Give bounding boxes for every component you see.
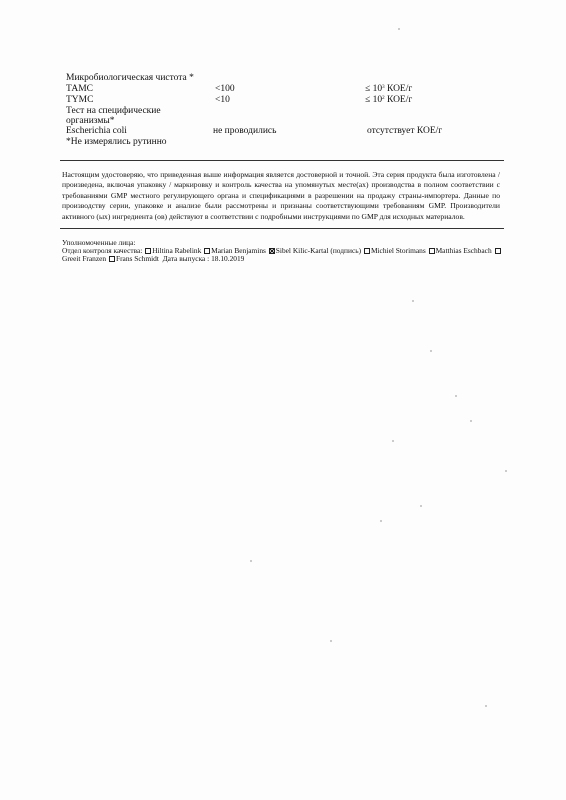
micro-row-value: <10 <box>215 95 230 105</box>
person-name: Michiel Storimans <box>370 246 426 255</box>
qc-label: Отдел контроля качества: <box>62 246 143 255</box>
person-name: Marian Benjamins <box>211 246 266 255</box>
scan-speck <box>250 560 252 562</box>
scan-speck <box>398 28 400 30</box>
micro-row-value: <100 <box>215 84 235 94</box>
top-rule <box>60 160 504 161</box>
bottom-rule <box>60 228 504 229</box>
person-name: Greeit Franzen <box>62 254 107 263</box>
micro-row-limit: ≤ $10^2$ КОЕ/г <box>365 95 413 105</box>
specific-organisms-label-cont: организмы* <box>66 116 115 126</box>
micro-row-name: ТАМС <box>66 84 93 94</box>
scan-speck <box>430 350 432 352</box>
micro-heading: Микробиологическая чистота * <box>66 73 194 83</box>
scan-speck <box>485 705 487 707</box>
declaration-text: Настоящим удостоверяю, что приведенная выше информация является достоверной и точной. Эта серия продукта была изготовлена / произведена, включая упаковку / маркировку и контроль качества на упомянутых месте(ах) производства в полном соответствии с требованиями GMP местного регулирующего органа и спецификациями в разрешении на продажу страны-импортера. Данные по производству серии, упаковке и анализе были рассмотрены и признаны соответствующими требованиям GMP. Производители активного (ых) ингредиента (ов) действуют в соответствии с подробными инструкциями по GMP для исходных материалов. <box>62 170 500 221</box>
checkbox-person-checked <box>269 248 275 254</box>
ecoli-name: Escherichia coli <box>66 126 127 136</box>
scan-speck <box>330 640 332 642</box>
person-name: Sibel Kilic-Kartal (подпись) <box>275 246 362 255</box>
micro-row-name: ТYМС <box>66 95 94 105</box>
scan-speck <box>380 520 382 522</box>
checkbox-person <box>109 256 115 262</box>
specific-organisms-label: Тест на специфические <box>66 106 161 116</box>
checkbox-person <box>495 248 501 254</box>
checkbox-person <box>364 248 370 254</box>
scan-speck <box>470 420 472 422</box>
person-name: Matthias Eschbach <box>435 246 492 255</box>
scan-speck <box>412 300 414 302</box>
checkbox-person <box>429 248 435 254</box>
authorized-heading: Уполномоченные лица: <box>62 238 136 247</box>
qc-line-2 <box>62 254 244 263</box>
person-name: Hiltina Rabelink <box>152 246 202 255</box>
scan-speck <box>455 395 457 397</box>
scan-speck <box>392 440 394 442</box>
scan-speck <box>505 470 507 472</box>
footnote: *Не измерялись рутинно <box>66 137 167 147</box>
ecoli-limit: отсутствует КОЕ/г <box>367 126 443 136</box>
ecoli-value: не проводились <box>213 126 277 136</box>
person-name: Frans Schmidt <box>115 254 159 263</box>
release-label: Дата выпуска : <box>162 254 210 263</box>
scan-speck <box>420 505 422 507</box>
release-date: 18.10.2019 <box>211 254 245 263</box>
micro-row-limit: ≤ $10^3$ КОЕ/г <box>365 84 413 94</box>
